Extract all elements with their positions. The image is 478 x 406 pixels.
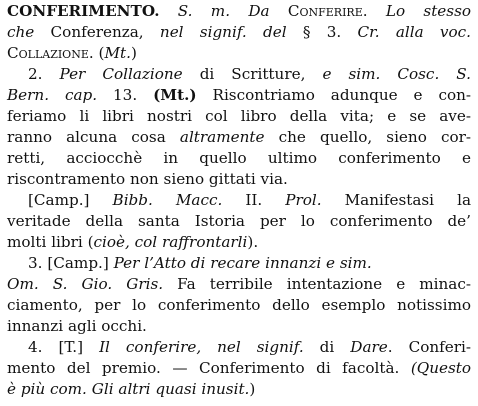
- text-run: cioè, col raffrontarli: [93, 233, 248, 251]
- text-run: Conferire: [287, 2, 363, 20]
- text-run: ciamento, per lo conferimento dello esemplo notissimo: [7, 296, 471, 314]
- text-run: molti libri (: [7, 233, 94, 251]
- text-run: Om. S. Gio. Gris.: [7, 275, 164, 293]
- text-run: innanzi agli occhi.: [7, 317, 147, 335]
- text-run: Cr. alla voc.: [357, 23, 471, 41]
- text-run: 13.: [97, 86, 154, 104]
- text-run: Bern. cap.: [7, 86, 98, 104]
- sense-3-line-3: [7, 295, 471, 316]
- sense-4-line-1: [28, 337, 471, 358]
- entry-line-3: [7, 43, 471, 64]
- text-run: [Camp.]: [28, 191, 113, 209]
- text-run: [270, 2, 288, 20]
- text-run: e sim. Cosc. S.: [322, 65, 471, 83]
- text-run: II.: [222, 191, 286, 209]
- text-run: Per Collazione: [59, 65, 183, 83]
- text-run: Collazione: [7, 44, 89, 62]
- sense-2-line-4: [7, 127, 471, 148]
- sense-2-line-6: [7, 169, 471, 190]
- text-run: 2.: [28, 65, 60, 83]
- text-run: § 3.: [286, 23, 358, 41]
- text-run: Dare: [350, 338, 388, 356]
- text-run: 4. [T.]: [28, 338, 100, 356]
- sense-3-line-1: [28, 253, 471, 274]
- text-run: feriamo li libri nostri col libro della vita; e se ave-: [7, 107, 471, 125]
- sense-2-line-1: [28, 64, 471, 85]
- text-run: Prol.: [285, 191, 322, 209]
- sense-2-line-5: [7, 148, 471, 169]
- text-run: riscontramento non sieno gittati via.: [7, 170, 288, 188]
- entry-line-2: [7, 22, 471, 43]
- entry-line-1: [7, 1, 471, 22]
- citation-bibb-line-2: [7, 211, 471, 232]
- text-run: Riscontriamo adunque e con-: [196, 86, 472, 104]
- text-run: .: [362, 2, 386, 20]
- text-run: è più com. Gli altri quasi inusit.: [7, 380, 250, 398]
- sense-2-line-3: [7, 106, 471, 127]
- citation-bibb-line-1: [28, 190, 471, 211]
- sense-4-line-2: [7, 358, 471, 379]
- sense-3-line-4: [7, 316, 471, 337]
- text-run: S. m. Da: [177, 2, 270, 20]
- text-run: Bibb. Macc.: [112, 191, 223, 209]
- text-run: ).: [247, 233, 259, 251]
- text-run: Per l’Atto di recare innanzi e sim.: [113, 254, 372, 272]
- text-run: . (: [88, 44, 105, 62]
- text-run: di: [303, 338, 351, 356]
- sense-3-line-2: [7, 274, 471, 295]
- text-run: altramente: [179, 128, 265, 146]
- sense-2-line-2: [7, 85, 471, 106]
- text-run: nel signif. del: [159, 23, 287, 41]
- text-run: ): [249, 380, 256, 398]
- text-run: (Mt.): [153, 86, 197, 104]
- text-run: . Conferi-: [387, 338, 471, 356]
- text-run: 3. [Camp.]: [28, 254, 114, 272]
- text-run: Il conferire, nel signif.: [99, 338, 304, 356]
- text-run: ranno alcuna cosa: [7, 128, 180, 146]
- text-run: che: [7, 23, 35, 41]
- sense-4-line-3: [7, 379, 471, 400]
- text-run: ): [130, 44, 137, 62]
- text-run: (Questo: [410, 359, 471, 377]
- text-run: Mt.: [104, 44, 131, 62]
- text-run: Fa terribile intentazione e minac-: [163, 275, 471, 293]
- text-run: mento del premio. — Conferimento di facoltà.: [7, 359, 411, 377]
- text-run: Conferenza,: [34, 23, 160, 41]
- text-run: che quello, sieno cor-: [264, 128, 471, 146]
- text-run: CONFERIMENTO.: [7, 2, 160, 20]
- text-run: retti, acciocchè in quello ultimo conferimento e: [7, 149, 471, 167]
- text-run: [159, 2, 177, 20]
- text-run: veritade della santa Istoria per lo conferimento de’: [7, 212, 471, 230]
- citation-bibb-line-3: [7, 232, 471, 253]
- text-run: Manifestasi la: [321, 191, 471, 209]
- text-run: di Scritture,: [182, 65, 323, 83]
- text-run: Lo stesso: [385, 2, 472, 20]
